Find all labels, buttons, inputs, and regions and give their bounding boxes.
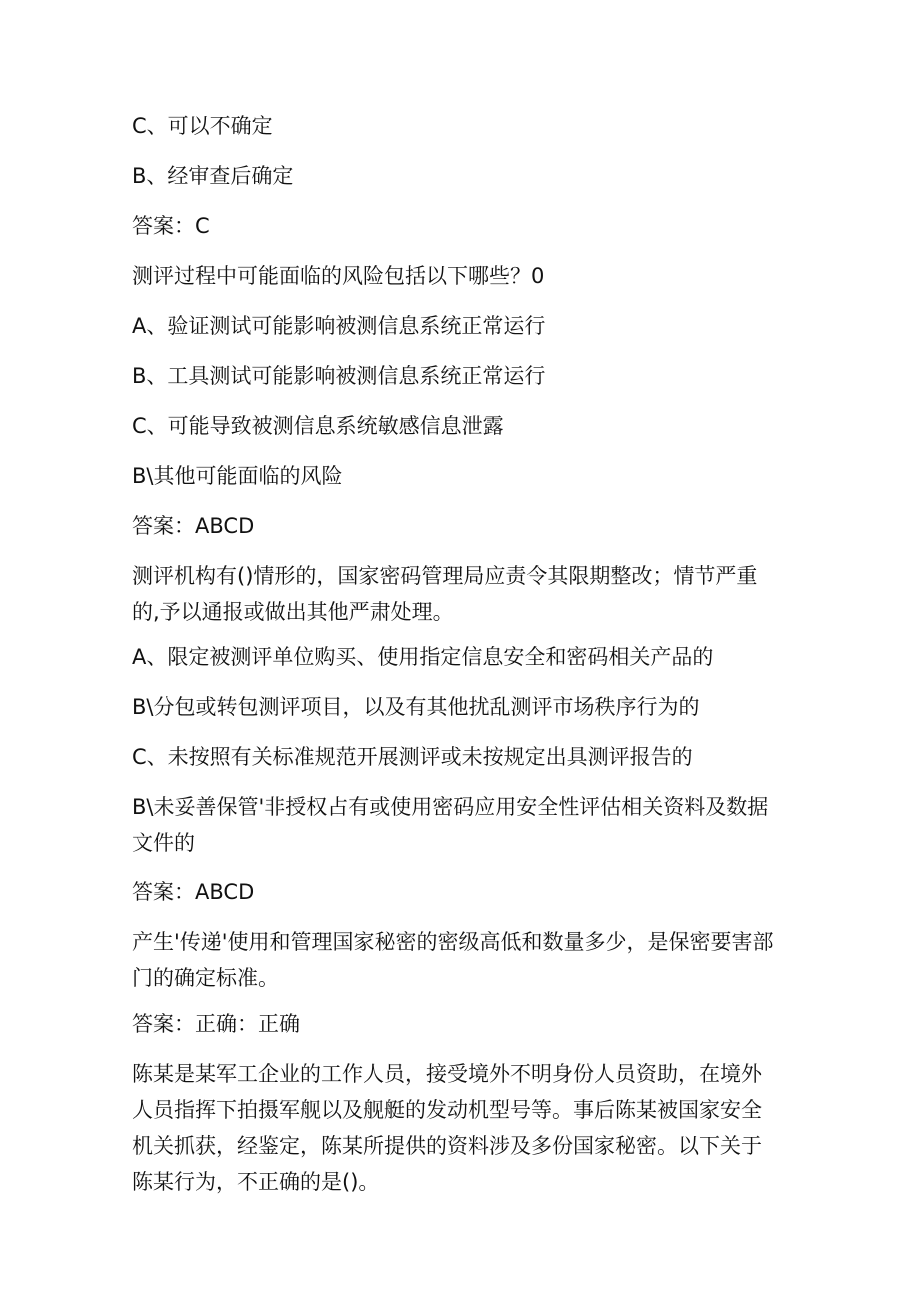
answer-line: 答案：C [132, 214, 210, 238]
option-b: B、经审查后确定 [132, 164, 294, 188]
option-a: A、验证测试可能影响被测信息系统正常运行 [132, 314, 546, 338]
answer-line: 答案：ABCD [132, 880, 255, 904]
question-text: 产生'传递'使用和管理国家秘密的密级高低和数量多少，是保密要害部门的确定标准。 [132, 930, 774, 990]
option-c: C、可能导致被测信息系统敏感信息泄露 [132, 414, 504, 438]
option-c: C、未按照有关标准规范开展测评或未按规定出具测评报告的 [132, 745, 693, 769]
option-d: B\其他可能面临的风险 [132, 464, 343, 488]
answer-line: 答案：ABCD [132, 514, 255, 538]
answer-line: 答案：正确：正确 [132, 1012, 300, 1036]
question-text: 陈某是某军工企业的工作人员，接受境外不明身份人员资助，在境外人员指挥下拍摄军舰以及舰艇的发动机型号等。事后陈某被国家安全机关抓获，经鉴定，陈某所提供的资料涉及多份国家秘密。以下关于陈某行为，不正确的是()。 [132, 1062, 762, 1194]
option-d: B\未妥善保管'非授权占有或使用密码应用安全性评估相关资料及数据文件的 [132, 795, 769, 855]
option-a: A、限定被测评单位购买、使用指定信息安全和密码相关产品的 [132, 645, 714, 669]
question-text: 测评机构有()情形的，国家密码管理局应责令其限期整改；情节严重的,予以通报或做出其他严肃处理。 [132, 564, 758, 624]
option-c: C、可以不确定 [132, 114, 273, 138]
question-text: 测评过程中可能面临的风险包括以下哪些？0 [132, 264, 545, 288]
option-b: B\分包或转包测评项目，以及有其他扰乱测评市场秩序行为的 [132, 695, 700, 719]
option-b: B、工具测试可能影响被测信息系统正常运行 [132, 364, 546, 388]
